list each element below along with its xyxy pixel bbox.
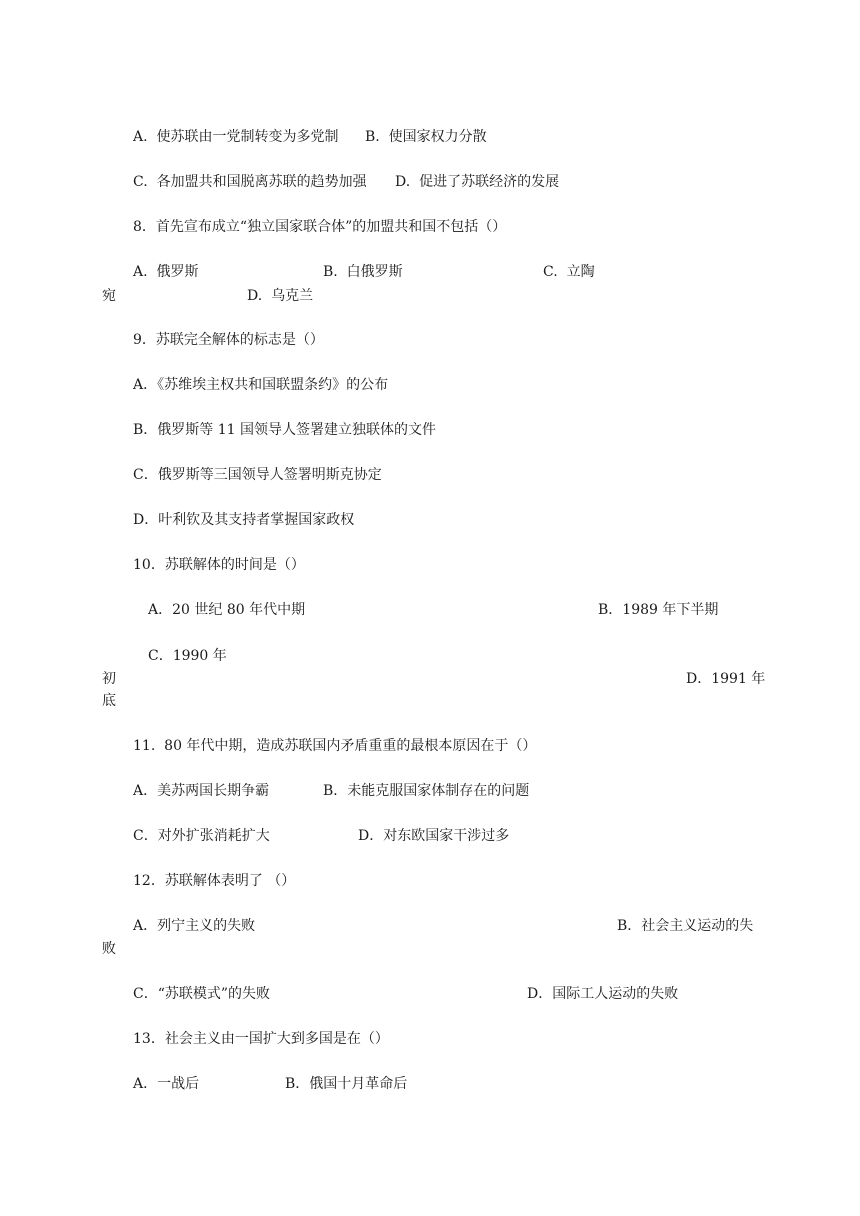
q12-option-b: B．社会主义运动的失 xyxy=(617,918,754,934)
q10-option-a: A．20 世纪 80 年代中期 xyxy=(148,602,306,618)
q9-option-b: B．俄罗斯等 11 国领导人签署建立独联体的文件 xyxy=(133,422,437,438)
q8-option-c-wrap: 宛 xyxy=(102,288,116,304)
q7-option-d: D. 促进了苏联经济的发展 xyxy=(395,174,560,190)
q9-option-d: D．叶利钦及其支持者掌握国家政权 xyxy=(133,512,355,528)
q11-option-a: A．美苏两国长期争霸 xyxy=(133,783,270,799)
q10-option-b: B．1989 年下半期 xyxy=(598,602,719,618)
q8-option-d: D. 乌克兰 xyxy=(247,288,314,304)
q10-option-c: C．1990 年 xyxy=(148,648,227,664)
q9-option-c: C．俄罗斯等三国领导人签署明斯克协定 xyxy=(133,467,382,483)
q7-option-c: C. 各加盟共和国脱离苏联的趋势加强 xyxy=(133,174,367,190)
q11-option-b: B．未能克服国家体制存在的问题 xyxy=(323,783,530,799)
q9-option-a: A．《苏维埃主权共和国联盟条约》的公布 xyxy=(133,377,389,393)
q8-option-a: A. 俄罗斯 xyxy=(133,264,199,280)
q12-option-a: A．列宁主义的失败 xyxy=(133,918,256,934)
q12-option-c: C．“苏联模式”的失败 xyxy=(133,986,271,1002)
q8-stem: 8．首先宣布成立“独立国家联合体”的加盟共和国不包括（） xyxy=(133,219,507,235)
q11-stem: 11. 80 年代中期，造成苏联国内矛盾重重的最根本原因在于（） xyxy=(133,738,537,754)
q10-option-d-wrap: 底 xyxy=(102,693,116,709)
q11-option-d: D．对东欧国家干涉过多 xyxy=(358,828,510,844)
q8-option-b: B. 白俄罗斯 xyxy=(323,264,403,280)
q13-stem: 13．社会主义由一国扩大到多国是在（） xyxy=(133,1031,389,1047)
q12-option-d: D．国际工人运动的失败 xyxy=(527,986,679,1002)
q13-option-b: B．俄国十月革命后 xyxy=(285,1076,408,1092)
q12-stem: 12．苏联解体表明了 （） xyxy=(133,873,296,889)
q8-option-c: C. 立陶 xyxy=(543,264,595,280)
q9-stem: 9．苏联完全解体的标志是（） xyxy=(133,332,324,348)
q7-option-a: A. 使苏联由一党制转变为多党制 xyxy=(133,129,339,145)
q12-option-b-wrap: 败 xyxy=(102,941,116,957)
q11-option-c: C．对外扩张消耗扩大 xyxy=(133,828,270,844)
q10-stem: 10．苏联解体的时间是（） xyxy=(133,557,305,573)
q7-option-b: B. 使国家权力分散 xyxy=(365,129,487,145)
q13-option-a: A．一战后 xyxy=(133,1076,200,1092)
q10-option-c-wrap: 初 xyxy=(102,671,116,687)
q10-option-d: D．1991 年 xyxy=(686,671,766,687)
